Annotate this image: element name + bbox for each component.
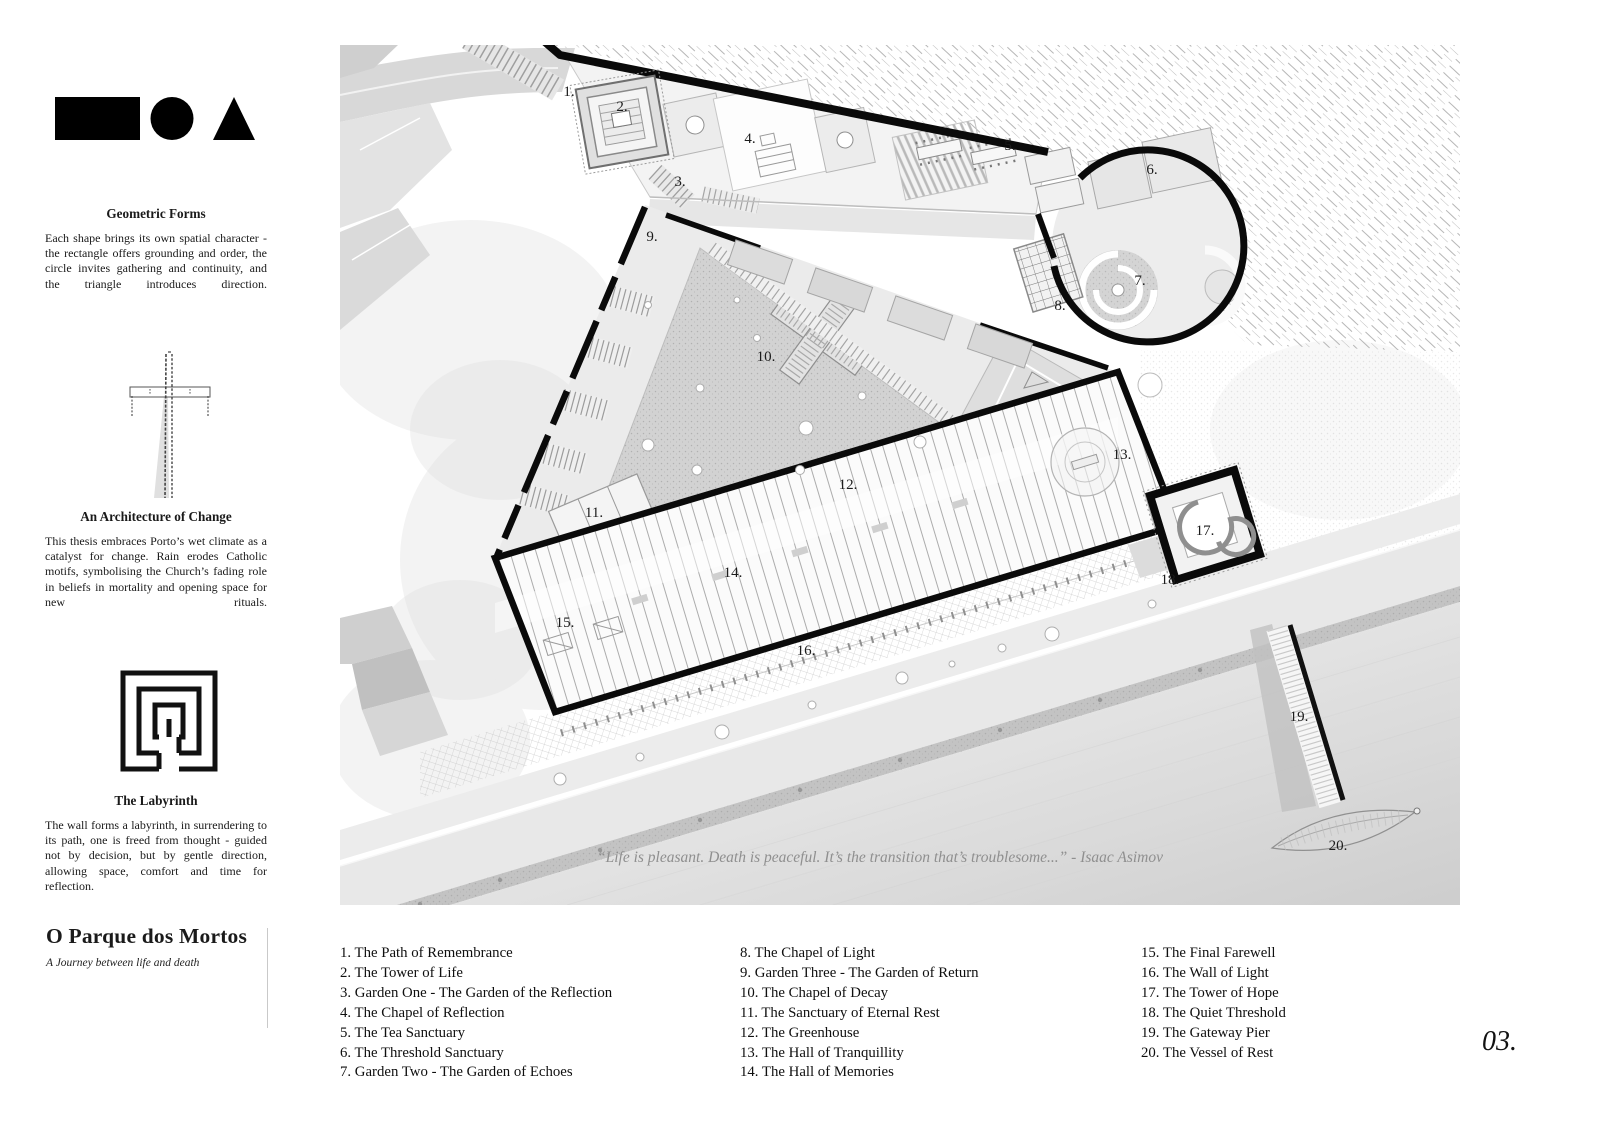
legend-item: 18. The Quiet Threshold — [1141, 1004, 1286, 1021]
plan-label-5: 5. — [1004, 138, 1016, 154]
plan-label-10: 10. — [756, 349, 776, 365]
project-subtitle: A Journey between life and death — [46, 957, 200, 969]
legend-column-1 — [340, 944, 612, 1083]
legend-item: 7. Garden Two - The Garden of Echoes — [340, 1064, 573, 1081]
legend-item: 6. The Threshold Sanctuary — [340, 1044, 504, 1061]
legend-item: 19. The Gateway Pier — [1141, 1024, 1270, 1041]
legend-item: 11. The Sanctuary of Eternal Rest — [740, 1004, 940, 1021]
labyrinth-icon — [117, 660, 221, 780]
plan-label-4: 4. — [744, 131, 756, 147]
project-title: O Parque dos Mortos — [46, 924, 248, 948]
section-heading-geometric-forms: Geometric Forms — [106, 206, 206, 221]
plan-label-15: 15. — [555, 615, 575, 631]
plan-label-2: 2. — [616, 99, 628, 115]
legend-item: 3. Garden One - The Garden of the Reflection — [340, 984, 613, 1001]
legend-item: 13. The Hall of Tranquillity — [740, 1044, 904, 1061]
legend-item: 5. The Tea Sanctuary — [340, 1024, 465, 1041]
section-heading-architecture-of-change: An Architecture of Change — [80, 509, 232, 524]
legend-column-3 — [1141, 944, 1286, 1063]
legend-item: 4. The Chapel of Reflection — [340, 1004, 505, 1021]
legend-item: 16. The Wall of Light — [1141, 964, 1269, 981]
site-plan-drawing — [340, 45, 1460, 905]
legend-item: 14. The Hall of Memories — [740, 1064, 894, 1081]
plan-label-8: 8. — [1054, 298, 1066, 314]
legend-item: 15. The Final Farewell — [1141, 945, 1276, 961]
legend-item: 9. Garden Three - The Garden of Return — [740, 964, 979, 981]
section-heading-labyrinth: The Labyrinth — [114, 793, 198, 808]
legend-column-2 — [740, 944, 979, 1083]
plan-label-18: 18. — [1160, 572, 1180, 588]
plan-quote: “Life is pleasant. Death is peaceful. It’s the transition that’s troublesome...” - Isaac Asimov — [596, 849, 1164, 866]
legend-item: 12. The Greenhouse — [740, 1024, 860, 1041]
section-body-labyrinth: The wall forms a labyrinth, in surrendering to its path, one is freed from thought - guided not by decision, but by gentle direction, allowing space, comfort and time for reflection. — [45, 818, 267, 893]
hall-of-tranquillity-circle — [1051, 428, 1119, 496]
plan-label-3: 3. — [674, 174, 686, 190]
plan-label-1: 1. — [563, 84, 575, 100]
plan-label-20: 20. — [1328, 838, 1348, 854]
legend-item: 20. The Vessel of Rest — [1141, 1044, 1274, 1061]
plan-label-12: 12. — [838, 477, 858, 493]
legend-item: 1. The Path of Remembrance — [340, 945, 513, 961]
eroded-cross-icon — [120, 348, 220, 504]
plan-label-7: 7. — [1134, 273, 1146, 289]
plan-label-9: 9. — [646, 229, 658, 245]
garden-of-echoes-spiral — [1078, 250, 1158, 330]
plan-label-17: 17. — [1195, 523, 1215, 539]
section-body-architecture-of-change: This thesis embraces Porto’s wet climate as a catalyst for change. Rain erodes Catholic motifs, symbolising the Church’s fading role in beliefs in mortality and opening space for new rituals. — [45, 534, 267, 609]
page-number: 03. — [1482, 1026, 1517, 1057]
plan-label-14: 14. — [723, 565, 743, 581]
plan-label-19: 19. — [1289, 709, 1309, 725]
legend-item: 17. The Tower of Hope — [1141, 984, 1279, 1001]
plan-label-13: 13. — [1112, 447, 1132, 463]
legend-item: 2. The Tower of Life — [340, 964, 463, 981]
geometric-shapes-icon — [55, 97, 255, 141]
legend-item: 10. The Chapel of Decay — [740, 984, 889, 1001]
plan-label-6: 6. — [1146, 162, 1158, 178]
plan-label-16: 16. — [796, 643, 816, 659]
legend-item: 8. The Chapel of Light — [740, 945, 875, 961]
title-divider — [267, 928, 268, 1028]
plan-label-11: 11. — [584, 505, 604, 521]
section-body-geometric-forms: Each shape brings its own spatial character - the rectangle offers grounding and order, the circle invites gathering and continuity, and the triangle introduces direction. — [45, 231, 267, 291]
